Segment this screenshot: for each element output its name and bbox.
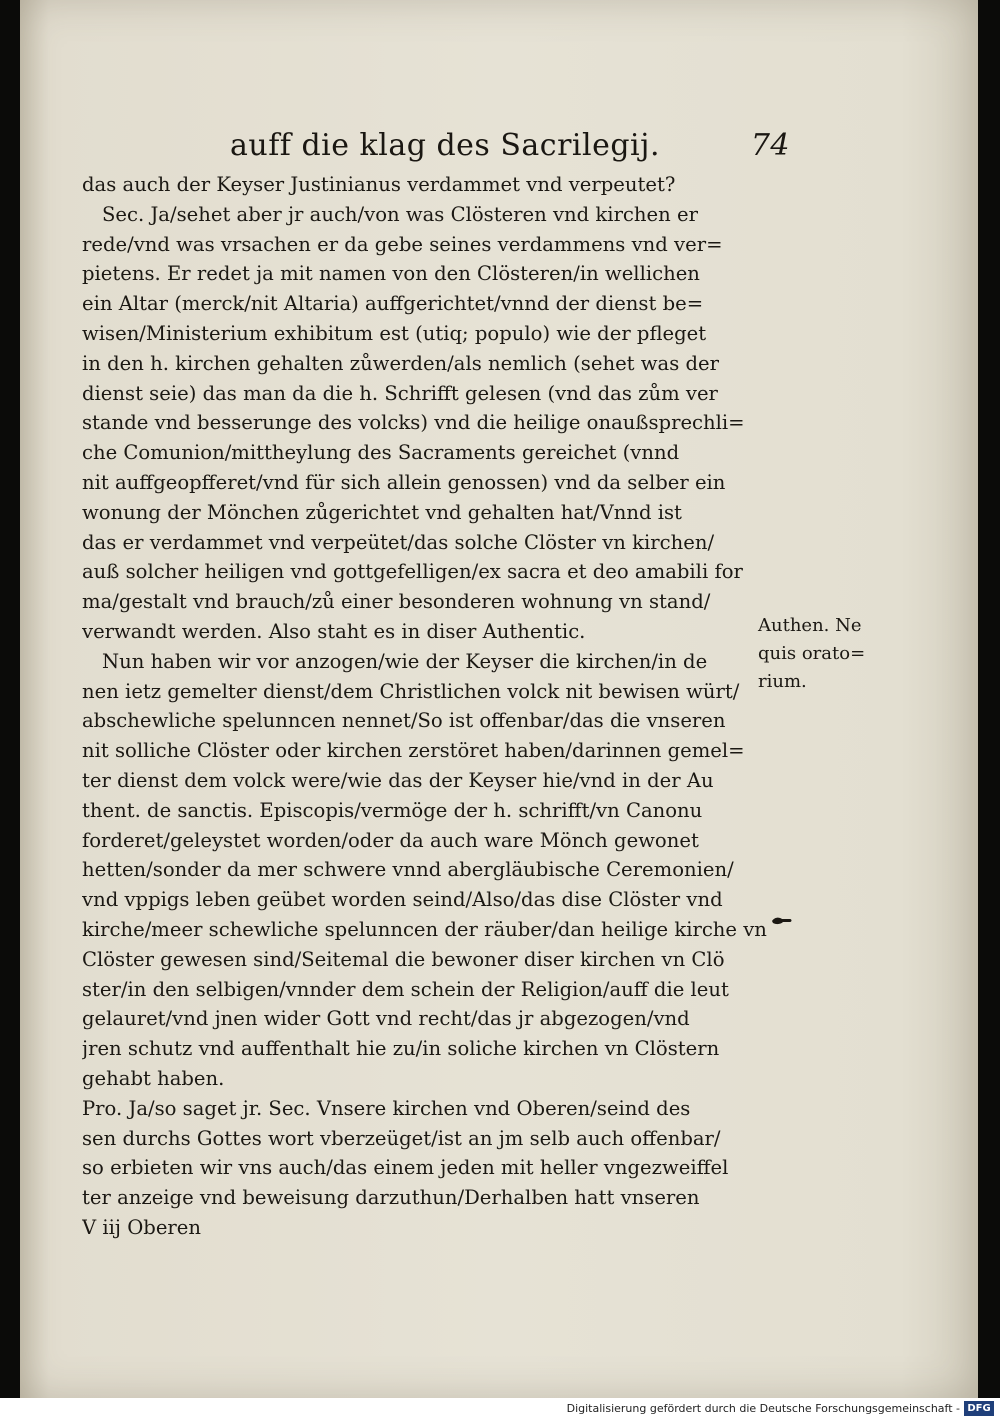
margin-note (758, 612, 898, 696)
page-number: 74 (750, 128, 790, 163)
text-line: V iij Oberen (82, 1215, 201, 1239)
text-line: in den h. kirchen gehalten zůwerden/als nemlich (sehet was der (82, 351, 720, 375)
text-line: Nun haben wir vor anzogen/wie der Keyser die kirchen/in de (102, 649, 708, 673)
text-line: das auch der Keyser Justinianus verdammet vnd verpeutet? (82, 173, 676, 196)
text-line: wisen/Ministerium exhibitum est (utiq; populo) wie der pfleget (82, 321, 707, 345)
text-line: Clöster gewesen sind/Seitemal die bewoner diser kirchen vn Clö (82, 947, 725, 971)
text-line: abschewliche spelunncen nennet/So ist offenbar/das die vnseren (82, 709, 726, 733)
text-line: kirche/meer schewliche spelunncen der räuber/dan heilige kirche vn (82, 917, 767, 941)
margin-note-line: Authen. Ne (758, 615, 862, 636)
text-line: Pro. Ja/so saget jr. Sec. Vnsere kirchen vnd Oberen/seind des (82, 1096, 691, 1120)
text-line: ter dienst dem volck were/wie das der Keyser hie/vnd in der Au (82, 768, 714, 792)
text-line: gehabt haben. (82, 1066, 225, 1090)
running-head-title: auff die klag des Sacrilegij. (230, 128, 660, 163)
body-text (82, 170, 772, 1243)
text-line: stande vnd besserunge des volcks) vnd die heilige onaußsprechli= (82, 411, 745, 435)
text-line: verwandt werden. Also staht es in diser Authentic. (82, 619, 586, 643)
text-line: thent. de sanctis. Episcopis/vermöge der h. schrifft/vn Canonu (82, 798, 703, 822)
text-line: gelauret/vnd jnen wider Gott vnd recht/das jr abgezogen/vnd (82, 1007, 690, 1031)
text-line: ter anzeige vnd beweisung darzuthun/Derhalben hatt vnseren (82, 1186, 700, 1210)
book-page (20, 0, 978, 1398)
text-line: ster/in den selbigen/vnnder dem schein der Religion/auff die leut (82, 977, 729, 1001)
text-line: ein Altar (merck/nit Altaria) auffgerichtet/vnnd der dienst be= (82, 292, 704, 316)
footer-credit: Digitalisierung gefördert durch die Deutsche Forschungsgemeinschaft - (566, 1402, 960, 1415)
text-line: so erbieten wir vns auch/das einem jeden mit heller vngezweiffel (82, 1156, 729, 1180)
running-head (230, 128, 790, 168)
text-line: che Comunion/mittheylung des Sacraments gereichet (vnnd (82, 441, 680, 465)
text-line: sen durchs Gottes wort vberzeüget/ist an jm selb auch offenbar/ (82, 1126, 721, 1150)
text-line: jren schutz vnd auffenthalt hie zu/in soliche kirchen vn Clöstern (82, 1037, 720, 1061)
text-line: wonung der Mönchen zůgerichtet vnd gehalten hat/Vnnd ist (82, 500, 682, 524)
text-line: nit auffgeopfferet/vnd für sich allein genossen) vnd da selber ein (82, 470, 726, 494)
text-line: das er verdammet vnd verpeütet/das solche Clöster vn kirchen/ (82, 530, 715, 554)
text-line: vnd vppigs leben geübet worden seind/Also/das dise Clöster vnd (82, 888, 723, 912)
text-line: forderet/geleystet worden/oder da auch ware Mönch gewonet (82, 828, 699, 852)
text-line: dienst seie) das man da die h. Schrifft gelesen (vnd das zům ver (82, 381, 718, 405)
text-line: nit solliche Clöster oder kirchen zerstöret haben/darinnen gemel= (82, 739, 745, 763)
text-line: pietens. Er redet ja mit namen von den Clösteren/in wellichen (82, 262, 700, 286)
text-line: nen ietz gemelter dienst/dem Christlichen volck nit bewisen würt/ (82, 679, 740, 703)
text-line: auß solcher heiligen vnd gottgefelligen/ex sacra et deo amabili for (82, 560, 743, 584)
text-line: Sec. Ja/sehet aber jr auch/von was Clösteren vnd kirchen er (102, 202, 698, 226)
text-line: rede/vnd was vrsachen er da gebe seines verdammens vnd ver= (82, 232, 723, 256)
dfg-logo: DFG (964, 1401, 994, 1416)
margin-note-line: rium. (758, 671, 807, 692)
margin-note-line: quis orato= (758, 643, 866, 664)
pointing-hand-icon (770, 910, 794, 930)
text-line: ma/gestalt vnd brauch/zů einer besonderen wohnung vn stand/ (82, 590, 711, 614)
text-line: hetten/sonder da mer schwere vnnd abergläubische Ceremonien/ (82, 858, 734, 882)
